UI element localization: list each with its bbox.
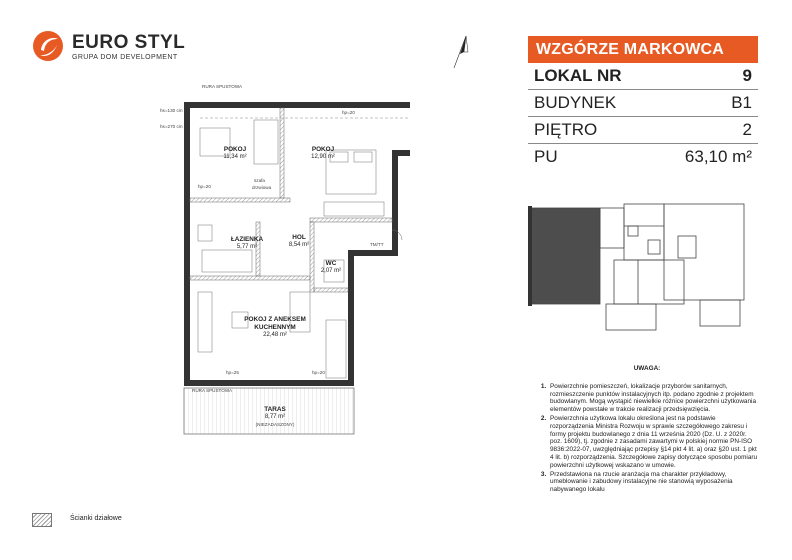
clearance-label: hs=130 cm [160,108,183,113]
legend [32,512,152,532]
height-label: hp=20 [342,110,355,115]
room-name: TARAS [264,406,286,413]
room-name: POKÓJ Z ANEKSEM KUCHENNYM [244,316,306,331]
apartment-info-panel [528,36,758,170]
pipe-label: RURA SPUSTOWA [192,388,233,393]
room-area: 8,77 m² [264,414,286,420]
brand-name: EURO STYL [72,32,186,53]
room-note: (NIEZADASZONY) [255,422,295,427]
room-area: 11,34 m² [223,154,247,160]
room-name: POKÓJ [223,146,247,153]
partition-swatch [32,513,52,527]
notes-section [534,365,760,495]
clearance-label: hs=270 cm [160,124,183,129]
room-name: ŁAZIENKA [230,236,264,243]
wardrobe-label: szafa [254,178,265,183]
info-value: 9 [742,66,752,85]
floor-plan [160,80,410,440]
info-value: 2 [742,120,752,139]
info-value: 63,10 m² [684,147,752,166]
room-area: 5,77 m² [236,244,258,250]
floor-key-plan [528,196,754,340]
highlighted-unit [530,208,600,304]
height-label: hp=20 [312,370,325,375]
brand-subtitle: GRUPA DOM DEVELOPMENT [72,54,178,61]
room-area: 22,48 m² [263,332,287,338]
room-area: 12,90 m² [311,154,335,160]
room-name: POKÓJ [311,146,335,153]
room-name: WC [325,260,337,267]
wardrobe-label: drzwiowa [252,185,272,190]
logo-mark-icon [32,30,64,62]
height-label: hp=20 [198,184,211,189]
room-name: HOL [292,234,306,241]
room-area: 8,54 m² [288,242,310,248]
compass-north-icon [450,34,470,70]
info-label: PU [534,147,558,166]
project-title: WZGÓRZE MARKOWCA [528,36,758,63]
info-label: BUDYNEK [534,93,617,112]
utility-label: TM/TT [370,242,384,247]
info-label: PIĘTRO [534,120,598,139]
brand-logo [32,30,202,70]
pipe-label: RURA SPUSTOWA [202,84,243,89]
note-item: 1. Powierzchnie pomieszczeń, lokalizacje przyborów sanitarnych, rozmieszczenie punktów instalacyjnych itp. podano zgodnie z projektem budowlanym. Mogą wystąpić niewielkie różnice powierzchni użytkowania elementów powstałe w trakcie realizacji przedsięwzięcia. [548,383,760,414]
notes-title: UWAGA: [633,365,661,372]
height-label: hp=25 [226,370,239,375]
note-item: 2. Powierzchnia użytkowa lokalu określona jest na podstawie rozporządzenia Ministra Rozwoju w sprawie szczegółowego zakresu i formy projektu budowlanego z dnia 11 września 2020 (Dz. U. z 2020r. poz. 1609), tj. zgodnie z zasadami zawartymi w polskiej normie PN-ISO 9836:2022-07, uwzględniając przepisy §14 pkt 4 lit. a) oraz §20 ust. 1 pkt 4 lit. b) rozporządzenia. Szczegółowe zapisy dotyczące sposobu pomiaru powierzchni użytkowej wskazano w umowie. [548,415,760,470]
info-label: LOKAL NR [534,66,622,85]
note-item: 3. Przedstawiona na rzucie aranżacja ma charakter przykładowy, umeblowanie i zabudowy instalacyjne nie stanowią wyposażenia nabywanego lokalu [548,471,760,494]
info-row-lokal [528,63,758,90]
info-row-pu [528,144,758,170]
info-value: B1 [731,93,752,112]
info-row-budynek [528,90,758,117]
info-row-pietro [528,117,758,144]
legend-label: Ścianki działowe [70,515,122,522]
room-area: 2,07 m² [320,268,342,274]
